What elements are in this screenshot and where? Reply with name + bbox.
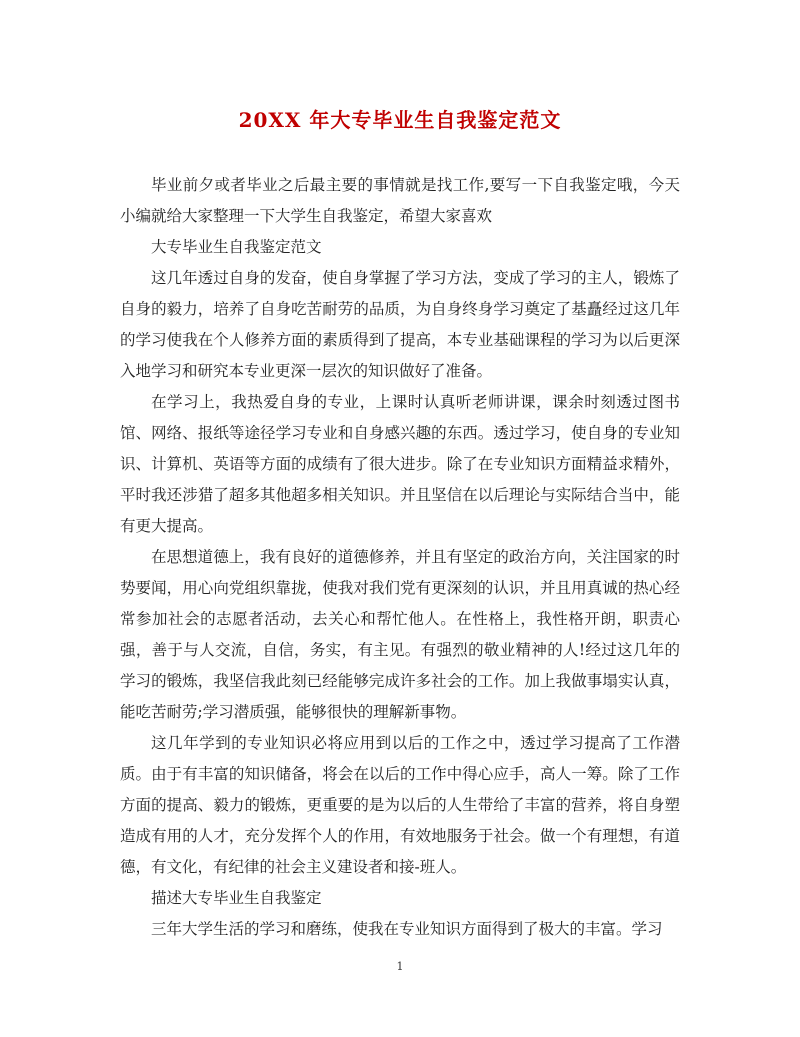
paragraph-intro: 毕业前夕或者毕业之后最主要的事情就是找工作,要写一下自我鉴定哦，今天小编就给大家整理一下大学生自我鉴定，希望大家喜欢 — [120, 176, 680, 225]
paragraph: 三年大学生活的学习和磨练，使我在专业知识方面得到了极大的丰富。学习 — [151, 920, 663, 938]
section-heading: 大专毕业生自我鉴定范文 — [151, 238, 322, 256]
page-number: 1 — [396, 960, 404, 973]
document-title: 20XX 年大专毕业生自我鉴定范文 — [238, 108, 562, 132]
section-heading: 描述大专毕业生自我鉴定 — [151, 889, 322, 907]
paragraph: 这几年透过自身的发奋，使自身掌握了学习方法，变成了学习的主人，锻炼了自身的毅力，培养了自身吃苦耐劳的品质，为自身终身学习奠定了基矗经过这几年的学习使我在个人修养方面的素质得到了提高，本专业基础课程的学习为以后更深入地学习和研究本专业更深一层次的知识做好了准备。 — [120, 269, 680, 380]
document-body — [120, 170, 680, 945]
paragraph: 在学习上，我热爱自身的专业，上课时认真听老师讲课，课余时刻透过图书馆、网络、报纸等途径学习专业和自身感兴趣的东西。透过学习，使自身的专业知识、计算机、英语等方面的成绩有了很大进步。除了在专业知识方面精益求精外，平时我还涉猎了超多其他超多相关知识。并且坚信在以后理论与实际结合当中，能有更大提高。 — [120, 393, 680, 535]
paragraph: 在思想道德上，我有良好的道德修养，并且有坚定的政治方向，关注国家的时势要闻，用心向党组织靠拢，使我对我们党有更深刻的认识，并且用真诚的热心经常参加社会的志愿者活动，去关心和帮忙他人。在性格上，我性格开朗，职责心强，善于与人交流，自信，务实，有主见。有强烈的敬业精神的人!经过这几年的学习的锻炼，我坚信我此刻已经能够完成许多社会的工作。加上我做事塌实认真，能吃苦耐劳;学习潜质强，能够很快的理解新事物。 — [120, 548, 680, 721]
paragraph: 这几年学到的专业知识必将应用到以后的工作之中，透过学习提高了工作潜质。由于有丰富的知识储备，将会在以后的工作中得心应手，高人一筹。除了工作方面的提高、毅力的锻炼，更重要的是为以后的人生带给了丰富的营养，将自身塑造成有用的人才，充分发挥个人的作用，有效地服务于社会。做一个有理想，有道德，有文化，有纪律的社会主义建设者和接-班人。 — [120, 734, 680, 876]
